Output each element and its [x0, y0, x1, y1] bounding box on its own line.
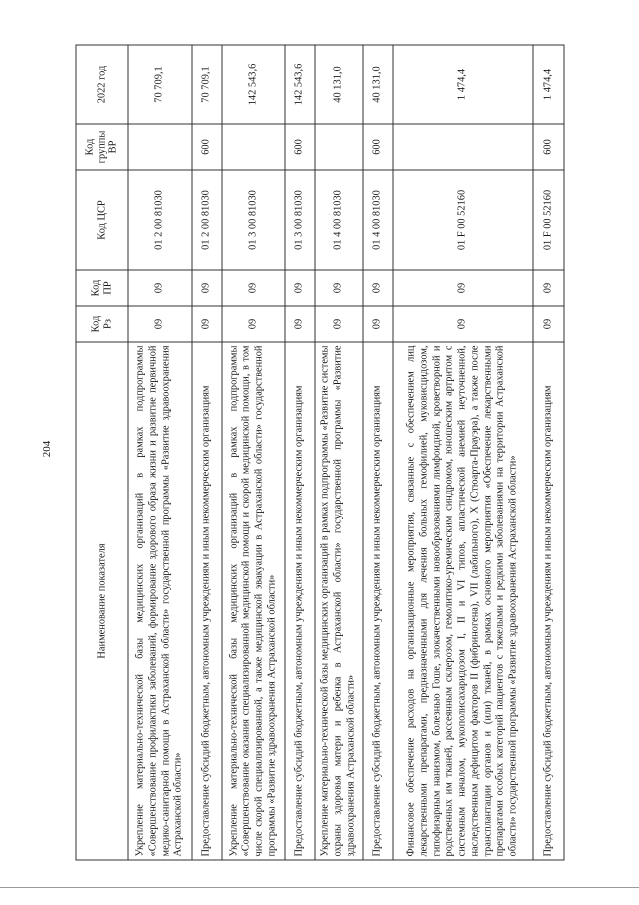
row-rz: 09 [533, 306, 564, 342]
row-pr: 09 [363, 270, 393, 306]
row-csr: 01 F 00 52160 [393, 170, 533, 270]
row-csr: 01 3 00 81030 [222, 170, 285, 270]
row-2022: 142 543,6 [222, 45, 285, 124]
row-rz: 09 [393, 306, 533, 342]
row-vr [393, 124, 533, 170]
table-row [285, 45, 315, 860]
row-2022: 1 474,4 [393, 45, 533, 124]
scan-edge-line [0, 887, 639, 888]
table-header-row [76, 45, 128, 860]
row-csr: 01 4 00 81030 [363, 170, 393, 270]
row-pr: 09 [315, 270, 363, 306]
row-rz: 09 [315, 306, 363, 342]
row-name: Предоставление субсидий бюджетным, автономным учреждениям и иным некоммерческим организациям [192, 342, 222, 860]
row-pr: 09 [393, 270, 533, 306]
row-vr: 600 [533, 124, 564, 170]
row-vr [128, 124, 192, 170]
table-row [315, 45, 363, 860]
row-csr: 01 3 00 81030 [285, 170, 315, 270]
table-row [393, 45, 533, 860]
row-name: Предоставление субсидий бюджетным, автономным учреждениям и иным некоммерческим организациям [285, 342, 315, 860]
row-2022: 70 709,1 [128, 45, 192, 124]
table-row [192, 45, 222, 860]
row-name: Укрепление материально-технической базы медицинских организаций в рамках подпрограммы «Совершенствование оказания специализированной медицинской помощи и скорой медицинской помощи, в том числе скорой специализированной, а также медицинской эвакуации в Астраханской области» государственной программы «Развитие здравоохранения Астраханской области» [222, 342, 285, 860]
row-2022: 40 131,0 [315, 45, 363, 124]
row-name: Предоставление субсидий бюджетным, автономным учреждениям и иным некоммерческим организациям [363, 342, 393, 860]
row-rz: 09 [192, 306, 222, 342]
row-2022: 1 474,4 [533, 45, 564, 124]
header-2022: 2022 год [76, 45, 128, 124]
rotated-table-sheet [76, 45, 564, 860]
row-pr: 09 [285, 270, 315, 306]
row-2022: 142 543,6 [285, 45, 315, 124]
row-vr: 600 [285, 124, 315, 170]
table-row [533, 45, 564, 860]
row-vr: 600 [192, 124, 222, 170]
row-csr: 01 2 00 81030 [192, 170, 222, 270]
table-row [222, 45, 285, 860]
row-pr: 09 [533, 270, 564, 306]
row-rz: 09 [222, 306, 285, 342]
table-row [363, 45, 393, 860]
row-pr: 09 [222, 270, 285, 306]
row-2022: 40 131,0 [363, 45, 393, 124]
row-pr: 09 [128, 270, 192, 306]
row-pr: 09 [192, 270, 222, 306]
row-2022: 70 709,1 [192, 45, 222, 124]
row-name: Финансовое обеспечение расходов на организационные мероприятия, связанные с обеспечением лиц лекарственными препаратами, предназначенными для лечения больных гемофилией, муковисцидозом, гипофизарным нанизмом, болезнью Гоше, злокачественными новообразованиями лимфоидной, кроветворной и родственных им тканей, рассеянным склерозом, гемолитико-уремическим синдромом, юношеским артритом с системным началом, мукополисахаридозом I, II и VI типов, апластической анемией неуточненной, наследственным дефицитом факторов II (фибриногена), VII (лабильного), X (Стюарта-Прауэра), а также после трансплантации органов и (или) тканей, в рамках основного мероприятия «Обеспечение лекарственными препаратами особых категорий пациентов с тяжелыми и редкими заболеваниями на территории Астраханской области» государственной программы «Развитие здравоохранения Астраханской области» [393, 342, 533, 860]
header-name: Наименование показателя [76, 342, 128, 860]
row-rz: 09 [285, 306, 315, 342]
row-csr: 01 4 00 81030 [315, 170, 363, 270]
row-csr: 01 2 00 81030 [128, 170, 192, 270]
row-name: Укрепление материально-технической базы медицинских организаций в рамках подпрограммы «Совершенствование профилактики заболеваний, формирование здорового образа жизни и развитие первичной медико-санитарной помощи в Астраханской области» государственной программы «Развитие здравоохранения Астраханской области» [128, 342, 192, 860]
header-csr: Код ЦСР [76, 170, 128, 270]
budget-table [76, 44, 565, 860]
page-number: 204 [41, 440, 53, 458]
row-csr: 01 F 00 52160 [533, 170, 564, 270]
header-pr: Код ПР [76, 270, 128, 306]
row-name: Предоставление субсидий бюджетным, автономным учреждениям и иным некоммерческим организациям [533, 342, 564, 860]
table-row [128, 45, 192, 860]
row-rz: 09 [363, 306, 393, 342]
row-name: Укрепление материально-технической базы медицинских организаций в рамках подпрограммы «Развитие системы охраны здоровья матери и ребенка в Астраханской области» государственной программы «Развитие здравоохранения Астраханской области» [315, 342, 363, 860]
header-rz: Код Рз [76, 306, 128, 342]
row-rz: 09 [128, 306, 192, 342]
header-vr: Код группы ВР [76, 124, 128, 170]
row-vr [222, 124, 285, 170]
row-vr: 600 [363, 124, 393, 170]
row-vr [315, 124, 363, 170]
